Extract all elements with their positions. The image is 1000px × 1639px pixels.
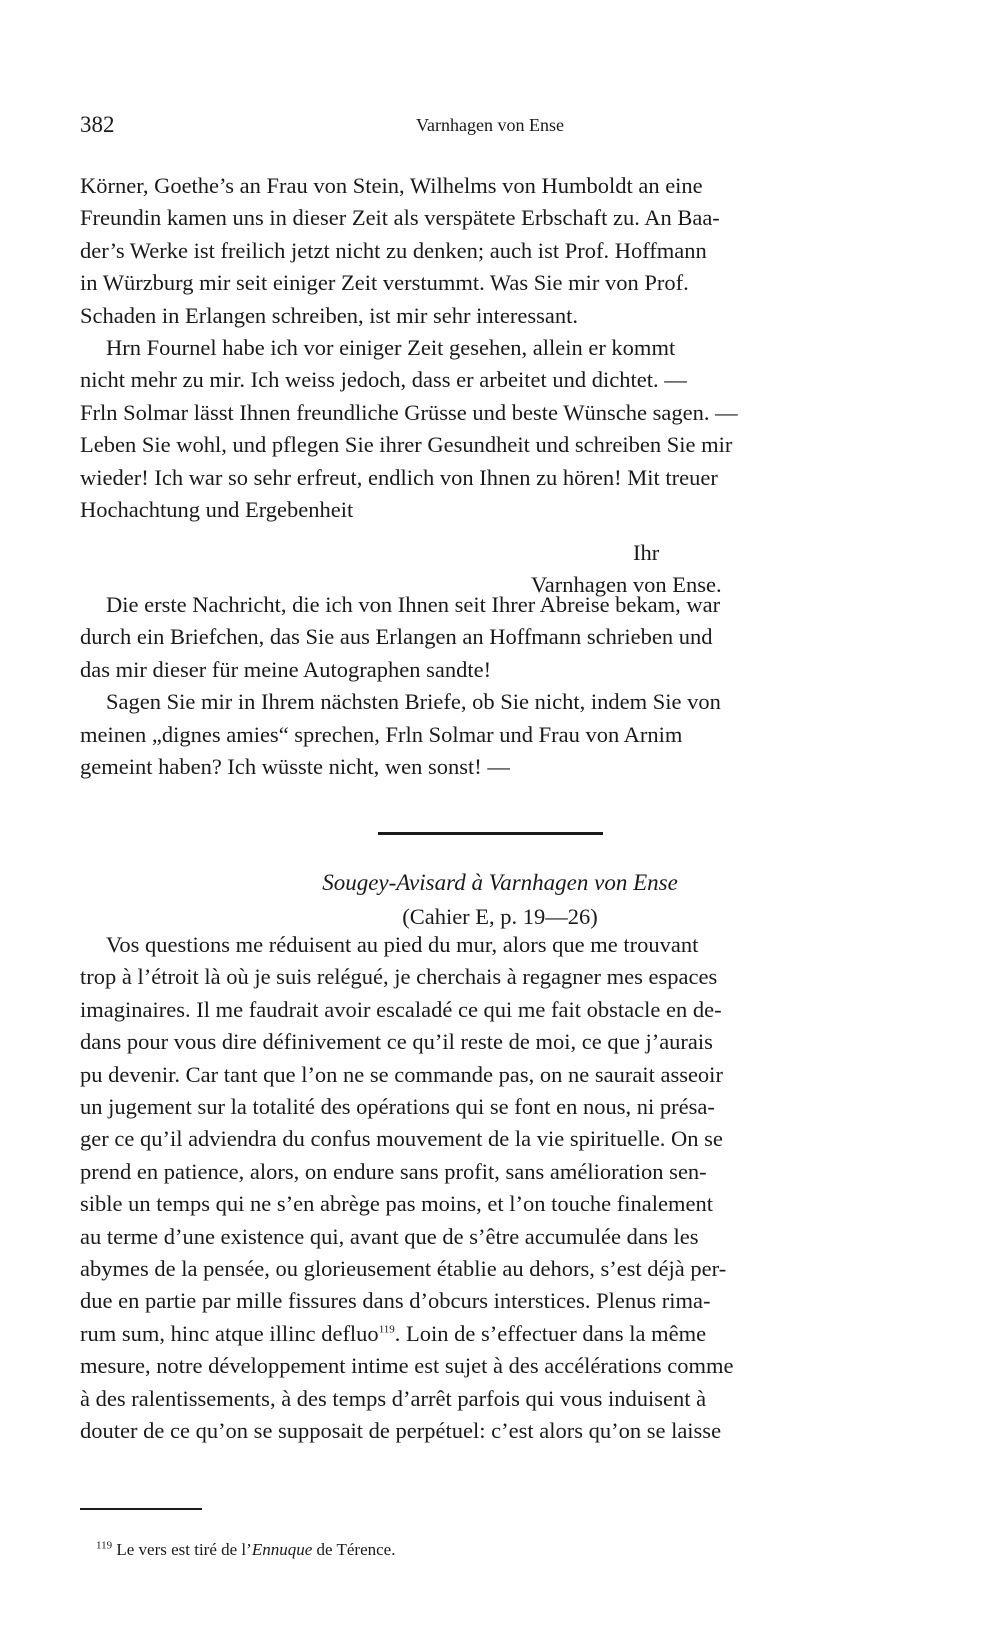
text-line: trop à l’étroit là où je suis relégué, je cherchais à regagner mes espaces [80,964,718,990]
text-line: douter de ce qu’on se supposait de perpétuel: c’est alors qu’on se laisse [80,1418,722,1444]
section-divider [378,832,603,835]
text-line: à des ralentissements, à des temps d’arrêt parfois qui vous induisent à [80,1385,707,1411]
text-line: Die erste Nachricht, die ich von Ihnen seit Ihrer Abreise bekam, war [106,592,721,617]
footnote [96,1540,395,1560]
text-line: Sagen Sie mir in Ihrem nächsten Briefe, ob Sie nicht, indem Sie von [106,689,721,715]
text-line: imaginaires. Il me faudrait avoir escaladé ce qui me fait obstacle en de- [80,996,722,1022]
text-line: Vos questions me réduisent au pied du mur, alors que me trouvant [106,932,699,957]
text-line: prend en patience, alors, on endure sans profit, sans amélioration sen- [80,1158,707,1184]
text-line: Hochachtung und Ergebenheit [80,497,354,523]
text-line: Körner, Goethe’s an Frau von Stein, Wilhelms von Humboldt an eine [80,173,703,198]
text-line: der’s Werke ist freilich jetzt nicht zu denken; auch ist Prof. Hoffmann [80,237,707,263]
footnote-divider [80,1508,202,1510]
page-number: 382 [80,112,115,137]
text-line: dans pour vous dire définivement ce qu’il reste de moi, ce que j’aurais [80,1029,713,1055]
text-line: gemeint haben? Ich wüsste nicht, wen sonst! — [80,754,510,780]
signature-name: Varnhagen von Ense. [531,572,722,597]
letter-title: Sougey-Avisard à Varnhagen von Ense [322,870,678,895]
text-line: durch ein Briefchen, das Sie aus Erlangen an Hoffmann schrieben und [80,624,713,650]
page-header [80,112,900,146]
footnote-text: Le vers est tiré de l’ [116,1540,252,1559]
text-line: ger ce qu’il adviendra du confus mouvement de la vie spirituelle. On se [80,1126,723,1152]
letter-body [80,929,900,1448]
paragraph-1 [80,170,900,332]
signature-ihr: Ihr [633,540,660,565]
text-line: Freundin kamen uns in dieser Zeit als verspätete Erbschaft zu. An Baa- [80,205,720,231]
text-line: in Würzburg mir seit einiger Zeit verstummt. Was Sie mir von Prof. [80,270,689,296]
text-line: Schaden in Erlangen schreiben, ist mir sehr interessant. [80,302,578,328]
letter-paragraph [80,929,900,1448]
text-fragment: . Loin de s’effectuer dans la même [394,1320,707,1346]
text-line: abymes de la pensée, ou glorieusement établie au dehors, s’est déjà per- [80,1256,727,1282]
postscript [80,589,900,783]
text-line [80,1318,900,1350]
paragraph-3 [80,589,900,686]
text-line: due en partie par mille fissures dans d’obcurs interstices. Plenus rima- [80,1288,711,1314]
text-line: au terme d’une existence qui, avant que de s’être accumulée dans les [80,1223,699,1249]
text-line: wieder! Ich war so sehr erfreut, endlich von Ihnen zu hören! Mit treuer [80,464,718,490]
text-line: mesure, notre développement intime est sujet à des accélérations comme [80,1353,734,1379]
running-title: Varnhagen von Ense [416,115,564,135]
text-line: un jugement sur la totalité des opérations qui se font en nous, ni présa- [80,1094,715,1120]
paragraph-4 [80,686,900,783]
text-line: Hrn Fournel habe ich vor einiger Zeit gesehen, allein er kommt [106,335,676,361]
text-line: pu devenir. Car tant que l’on ne se commande pas, on ne saurait asseoir [80,1061,723,1087]
letter-source: (Cahier E, p. 19—26) [402,904,598,929]
footnote-reference[interactable]: 119 [378,1323,395,1336]
text-fragment: rum sum, hinc atque illinc defluo [80,1320,379,1346]
letter-continuation [80,170,900,526]
footnote-text-italic: Ennuque [251,1540,313,1559]
text-line: das mir dieser für meine Autographen sandte! [80,656,492,682]
text-line: meinen „dignes amies“ sprechen, Frln Solmar und Frau von Arnim [80,721,683,747]
paragraph-2 [80,332,900,526]
footnote-number: 119 [96,1539,113,1552]
text-line: Frln Solmar lässt Ihnen freundliche Grüsse und beste Wünsche sagen. — [80,399,738,425]
text-line: sible un temps qui ne s’en abrège pas moins, et l’on touche finalement [80,1191,713,1217]
text-line: Leben Sie wohl, und pflegen Sie ihrer Gesundheit und schreiben Sie mir [80,432,733,458]
text-line: nicht mehr zu mir. Ich weiss jedoch, dass er arbeitet und dichtet. — [80,367,687,393]
footnote-text: de Térence. [312,1540,396,1559]
